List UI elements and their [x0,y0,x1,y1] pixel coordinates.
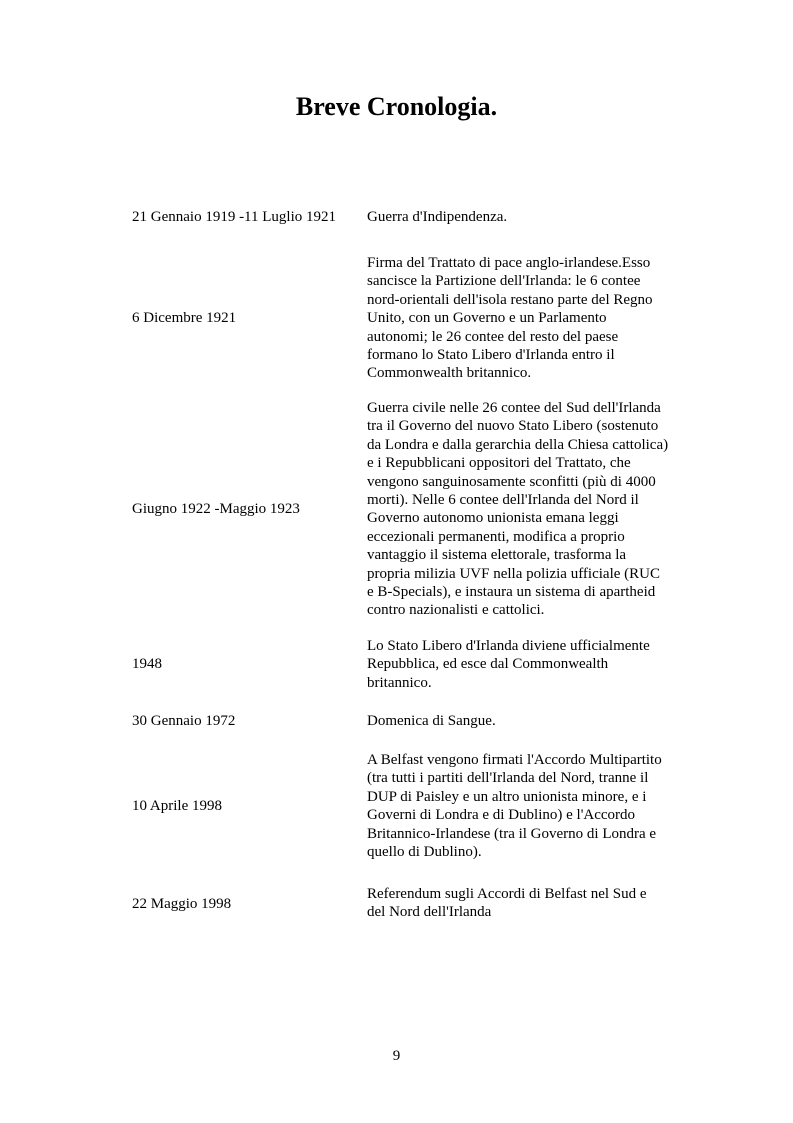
description-line: vengono sanguinosamente sconfitti (più di 4000 [367,473,656,490]
description-line: Domenica di Sangue. [367,713,496,729]
entry-date: 21 Gennaio 1919 -11 Luglio 1921 [132,209,337,225]
description-line: Commonwealth britannico. [367,365,532,382]
description-line: e i Repubblicani oppositori del Trattato, che [367,455,631,472]
entry-description [367,399,697,620]
description-line: A Belfast vengono firmati l'Accordo Multipartito [367,752,662,768]
entry-description [367,751,697,861]
description-line: Guerra civile nelle 26 contee del Sud dell'Irlanda [367,400,661,416]
entry-description [367,885,697,922]
description-line: eccezionali permanenti, modifica a proprio [367,528,625,545]
description-line: propria milizia UVF nella polizia ufficiale (RUC [367,565,660,582]
description-line: vantaggio il sistema elettorale, trasforma la [367,547,627,564]
entry-date: Giugno 1922 -Maggio 1923 [132,501,300,517]
page-title: Breve Cronologia. [295,92,498,121]
entry-description [367,712,697,730]
description-line: contro nazionalisti e cattolici. [367,602,545,619]
entry-date: 22 Maggio 1998 [132,896,232,912]
description-line: autonomi; le 26 contee del resto del paese [367,328,619,345]
entry-description [367,637,697,692]
description-line: Governo autonomo unionista emana leggi [367,510,619,527]
description-line: del Nord dell'Irlanda [367,904,492,921]
entry-date: 10 Aprile 1998 [132,798,222,814]
description-line: Repubblica, ed esce dal Commonwealth [367,656,609,673]
description-line: Britannico-Irlandese (tra il Governo di Londra e [367,825,657,842]
description-line: nord-orientali dell'isola restano parte del Regno [367,291,653,308]
description-line: (tra tutti i partiti dell'Irlanda del Nord, tranne il [367,770,649,787]
entry-date: 6 Dicembre 1921 [132,310,237,326]
entry-description [367,208,697,226]
page-number: 9 [392,1048,401,1064]
description-line: Referendum sugli Accordi di Belfast nel Sud e [367,886,647,902]
description-line: sancisce la Partizione dell'Irlanda: le 6 contee [367,273,641,290]
description-line: Lo Stato Libero d'Irlanda diviene ufficialmente [367,638,650,654]
entry-date: 1948 [132,656,162,672]
entry-description [367,254,697,383]
description-line: DUP di Paisley e un altro unionista minore, e i [367,788,647,805]
description-line: Guerra d'Indipendenza. [367,209,508,225]
description-line: formano lo Stato Libero d'Irlanda entro il [367,347,615,364]
description-line: morti). Nelle 6 contee dell'Irlanda del Nord il [367,492,639,509]
description-line: da Londra e dalla gerarchia della Chiesa cattolica) [367,436,669,453]
description-line: Unito, con un Governo e un Parlamento [367,310,607,327]
description-line: tra il Governo del nuovo Stato Libero (sostenuto [367,418,659,435]
description-line: Governi di Londra e di Dublino) e l'Accordo [367,807,636,824]
description-line: quello di Dublino). [367,844,482,861]
description-line: e B-Specials), e instaura un sistema di apartheid [367,584,656,601]
description-line: Firma del Trattato di pace anglo-irlandese.Esso [367,255,651,271]
description-line: britannico. [367,674,432,691]
entry-date: 30 Gennaio 1972 [132,713,236,729]
